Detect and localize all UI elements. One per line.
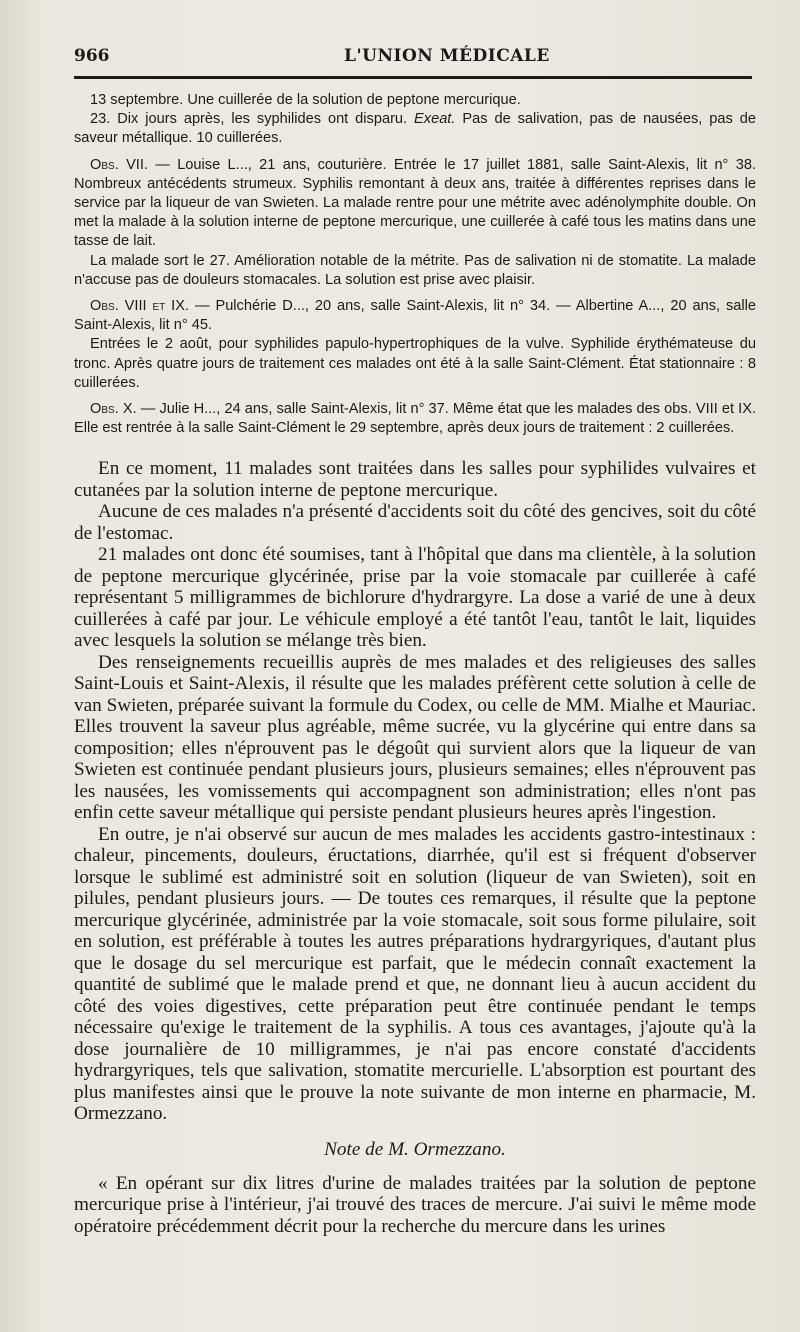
note-text: [74, 1173, 756, 1238]
case-paragraph: La malade sort le 27. Amélioration notable de la métrite. Pas de salivation ni de stomatite. La malade n'accuse pas de douleurs stomacales. La solution est prise avec plaisir.: [74, 252, 756, 288]
case-paragraph: 13 septembre. Une cuillerée de la solution de peptone mercurique.: [90, 92, 521, 108]
body-paragraph: En outre, je n'ai observé sur aucun de mes malades les accidents gastro-intestinaux : chaleur, pincements, douleurs, éructations, diarrhée, qu'il est si fréquent d'observer lorsque le sublimé est administré soit en solution (liqueur de van Swieten), soit en pilules, pendant plusieurs jours. — De toutes ces remarques, il résulte que la peptone mercurique glycérinée, administrée par la voie stomacale, soit sous forme pilulaire, soit en solution, est préférable à toutes les autres préparations hydrargyriques, d'autant plus que le dosage du sel mercurique est parfait, que le médecin connaît exactement la quantité de sublimé que le malade prend et que, ne donnant lieu à aucun accident du côté des voies digestives, cette préparation peut être continuée pendant le temps nécessaire qu'exige le traitement de la syphilis. A tous ces avantages, j'ajoute qu'à la dose journalière de 10 milligrammes, je n'ai pas encore constaté d'accidents hydrargyriques, tels que salivation, stomatite mercurielle. L'absorption est pourtant des plus manifestes ainsi que le prouve la note suivante de mon interne en pharmacie, M. Ormezzano.: [74, 823, 756, 1125]
body-paragraph: 21 malades ont donc été soumises, tant à l'hôpital que dans ma clientèle, à la solution de peptone mercurique glycérinée, prise par la voie stomacale par cuillerée à café représentant 5 milligrammes de bichlorure d'hydrargyre. La dose a varié de une à deux cuillerées à café par jour. Le véhicule employé a été tantôt l'eau, tantôt le lait, liquides avec lesquels la solution se mélange très bien.: [74, 544, 756, 652]
case-paragraph: 23. Dix jours après, les syphilides ont disparu. Exeat. Pas de salivation, pas de nausées, pas de saveur métallique. 10 cuillerées.: [74, 111, 756, 147]
running-header: [74, 46, 752, 79]
note-heading: Note de M. Ormezzano.: [324, 1138, 506, 1160]
case-paragraph: Entrées le 2 août, pour syphilides papulo-hypertrophiques de la vulve. Syphilide érythémateuse du tronc. Après quatre jours de traitement ces malades ont été à la salle Saint-Clément. État stationnaire : 8 cuillerées.: [74, 336, 756, 391]
observation-x: Obs. X. — Julie H..., 24 ans, salle Saint-Alexis, lit n° 37. Même état que les malades des obs. VIII et IX. Elle est rentrée à la salle Saint-Clément le 29 septembre, après deux jours de traitement : 2 cuillerées.: [74, 401, 756, 437]
observation-label: Obs. X.: [90, 401, 137, 418]
body-paragraph: En ce moment, 11 malades sont traitées dans les salles pour syphilides vulvaires et cutanées par la solution interne de peptone mercurique.: [74, 458, 756, 501]
note-paragraph: « En opérant sur dix litres d'urine de malades traitées par la solution de peptone mercurique prise à l'intérieur, j'ai trouvé des traces de mercure. J'ai suivi le même mode opératoire précédemment décrit pour la recherche du mercure dans les urines: [74, 1172, 756, 1237]
observation-label: Obs. VII.: [90, 156, 148, 173]
observation-label: Obs. VIII et IX.: [90, 298, 190, 315]
case-observations: [74, 91, 756, 438]
observation-vii: Obs. VII. — Louise L..., 21 ans, couturière. Entrée le 17 juillet 1881, salle Saint-Alexis, lit n° 38. Nombreux antécédents strumeux. Syphilis remontant à deux ans, traitée à différentes reprises dans le service par la liqueur de van Swieten. La malade rentre pour une métrite avec adénolymphite double. On met la malade à la solution interne de peptone mercurique, une cuillerée à café tous les matins dans une tasse de lait.: [74, 156, 756, 250]
page-number: 966: [74, 46, 110, 66]
exeat-word: Exeat.: [414, 111, 456, 128]
observation-viii-ix: Obs. VIII et IX. — Pulchérie D..., 20 ans, salle Saint-Alexis, lit n° 34. — Albertine A..., 20 ans, salle Saint-Alexis, lit n° 45.: [74, 298, 756, 334]
body-paragraph: Des renseignements recueillis auprès de mes malades et des religieuses des salles Saint-Louis et Saint-Alexis, il résulte que les malades préfèrent cette solution à celle de van Swieten, préparée suivant la formule du Codex, ou celle de MM. Mialhe et Mauriac. Elles trouvent la saveur plus agréable, même sucrée, vu la glycérine qui entre dans sa composition; elles n'éprouvent pas le dégoût qui survient alors que la liqueur de van Swieten est continuée pendant plusieurs jours, plusieurs semaines; elles n'éprouvent pas les nausées, les vomissements qui accompagnent son administration; elles n'ont pas enfin cette saveur métallique qui persiste pendant plusieurs heures après l'ingestion.: [74, 651, 756, 824]
body-paragraph: Aucune de ces malades n'a présenté d'accidents soit du côté des gencives, soit du côté de l'estomac.: [74, 501, 756, 544]
journal-title: L'UNION MÉDICALE: [344, 46, 550, 66]
main-text: [74, 458, 756, 1125]
